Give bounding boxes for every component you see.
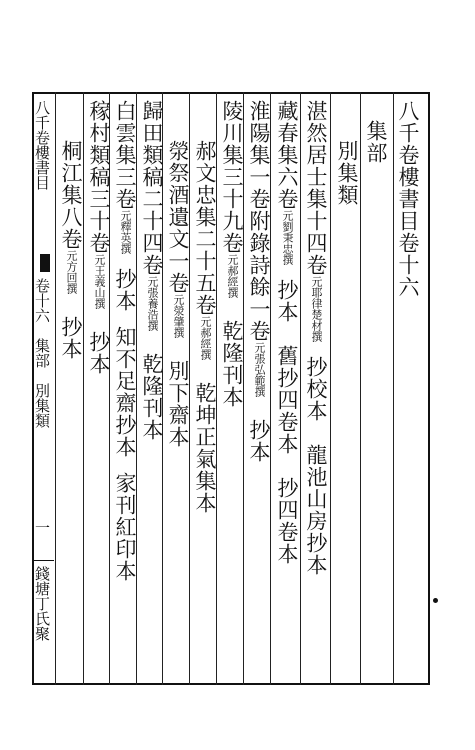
entry-author: 元耶律楚材撰 <box>310 276 323 342</box>
entry-source: 乾坤正氣集本 <box>193 382 217 514</box>
entry-column-9 <box>88 100 109 375</box>
entry-title: 藏春集六卷 <box>275 100 299 210</box>
entry-author: 元王義山撰 <box>93 254 106 309</box>
column-rule <box>55 92 56 685</box>
entry-source: 乾隆刊本 <box>140 353 164 441</box>
column-rule <box>300 92 301 685</box>
column-rule <box>330 92 331 685</box>
entry-title: 歸田類稿二十四卷 <box>140 100 164 276</box>
entry-title: 湛然居士集十四卷 <box>304 100 328 276</box>
entry-title: 白雲集三卷 <box>113 100 137 210</box>
section-name: 集部 <box>364 120 388 164</box>
entry-source: 別下齋本 <box>166 360 190 448</box>
entry-title: 滎祭酒遺文一卷 <box>166 140 190 294</box>
entry-column-6 <box>167 140 188 448</box>
entry-column-1 <box>305 100 326 576</box>
entry-author: 元釋英撰 <box>119 210 132 254</box>
category-name: 別集類 <box>335 140 359 206</box>
column-rule <box>393 92 394 685</box>
book-title-column <box>397 100 418 298</box>
entry-column-3 <box>248 100 269 463</box>
entry-source: 抄本 <box>113 268 137 312</box>
section-column <box>365 120 386 164</box>
edge-mark <box>433 598 438 603</box>
entry-column-8 <box>114 100 135 582</box>
entry-author: 元張養浩撰 <box>146 276 159 331</box>
category-column <box>336 140 357 206</box>
entry-title: 淮陽集一卷附錄詩餘一卷 <box>247 100 271 342</box>
entry-column-5 <box>194 140 215 514</box>
entry-source: 家刊紅印本 <box>113 472 137 582</box>
entry-source: 抄本 <box>59 316 83 360</box>
entry-title: 稼村類稿三十卷 <box>87 100 111 254</box>
fold-subtitle: 卷十六 集部 別集類 <box>33 278 51 428</box>
fold-page-number: 一 <box>33 520 51 535</box>
fold-fishtail-mark <box>40 254 50 272</box>
entry-author: 元劉秉忠撰 <box>281 210 294 265</box>
column-rule <box>83 92 84 685</box>
entry-author: 元郝經撰 <box>226 254 239 298</box>
entry-source: 乾隆刊本 <box>220 320 244 408</box>
entry-title: 桐江集八卷 <box>59 140 83 250</box>
entry-source: 抄四卷本 <box>275 477 299 565</box>
entry-column-7 <box>141 100 162 441</box>
entry-source: 抄本 <box>275 279 299 323</box>
entry-column-2 <box>276 100 297 565</box>
entry-author: 元張弘範撰 <box>253 342 266 397</box>
entry-source: 抄本 <box>247 419 271 463</box>
entry-source: 抄校本 <box>304 356 328 422</box>
entry-title: 陵川集三十九卷 <box>220 100 244 254</box>
entry-source: 知不足齋抄本 <box>113 326 137 458</box>
entry-source: 抄本 <box>87 331 111 375</box>
fold-printer-name: 錢塘丁氏聚 <box>33 566 51 641</box>
entry-author: 元郝經撰 <box>199 316 212 360</box>
entry-author: 元方回撰 <box>65 250 78 294</box>
entry-column-10 <box>60 140 81 360</box>
entry-source: 龍池山房抄本 <box>304 444 328 576</box>
entry-title: 郝文忠集二十五卷 <box>193 140 217 316</box>
column-rule <box>360 92 361 685</box>
fold-title: 八千卷樓書目 <box>33 100 51 190</box>
entry-source: 舊抄四卷本 <box>275 345 299 455</box>
entry-column-4 <box>221 100 242 408</box>
book-title: 八千卷樓書目卷十六 <box>396 100 420 298</box>
entry-author: 元滎肇撰 <box>172 294 185 338</box>
